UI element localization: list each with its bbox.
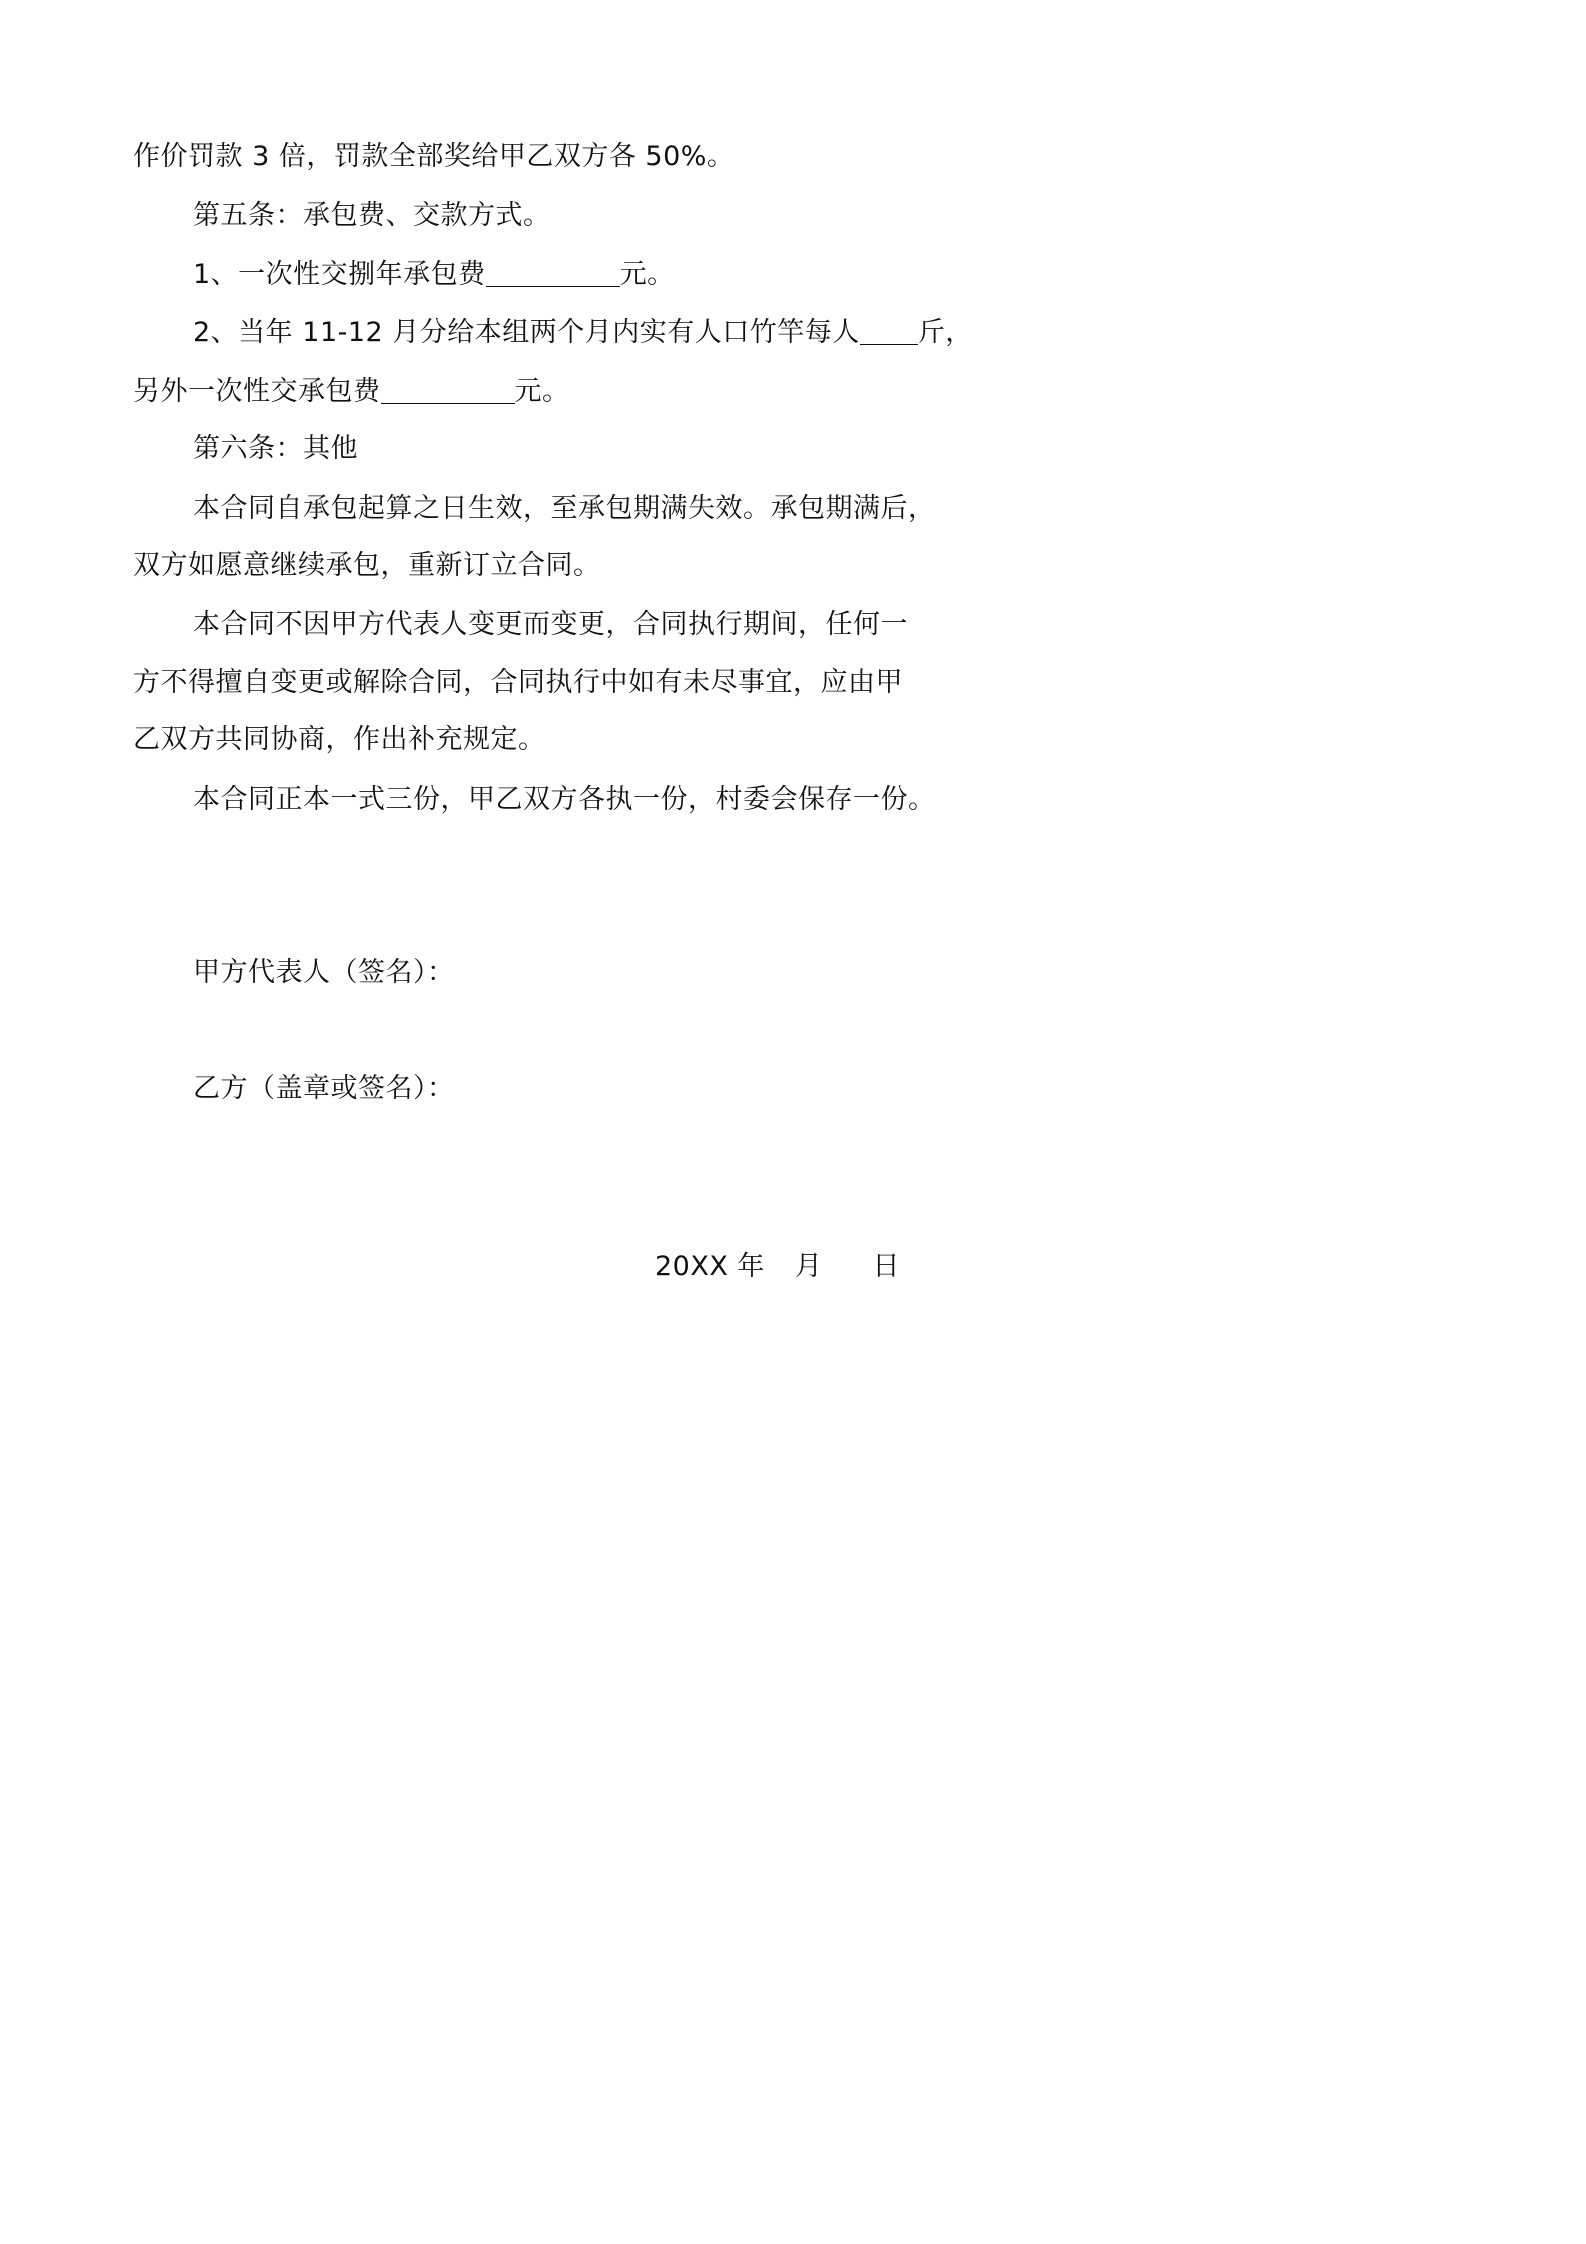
contract-page (0, 0, 1100, 1556)
item2-suffix: 斤， (917, 317, 973, 348)
article6-p2-line1 (193, 605, 908, 645)
paragraph-text: 双方如愿意继续承包，重新订立合同。 (133, 550, 601, 581)
article5-heading (193, 196, 551, 236)
item2-cont-suffix: 元。 (514, 376, 570, 407)
signature-label-text: 甲方代表人（签名）： (193, 957, 455, 988)
item2-cont-prefix: 另外一次性交承包费 (133, 376, 381, 407)
article5-heading-text: 第五条：承包费、交款方式。 (193, 200, 551, 231)
item1-suffix: 元。 (619, 259, 675, 290)
paragraph-text: 方不得擅自变更或解除合同，合同执行中如有未尽事宜，应由甲 (133, 667, 903, 698)
party-b-signature-label (193, 1069, 455, 1109)
paragraph-text: 本合同自承包起算之日生效，至承包期满失效。承包期满后， (193, 493, 936, 524)
clause4-tail-text: 作价罚款 3 倍，罚款全部奖给甲乙双方各 50%。 (133, 141, 735, 172)
paragraph-text: 本合同正本一式三份，甲乙双方各执一份，村委会保存一份。 (193, 784, 936, 815)
signing-date (655, 1247, 900, 1287)
item1-prefix: 1、一次性交捌年承包费 (193, 259, 486, 290)
party-a-signature-label (193, 953, 455, 993)
paragraph-text: 乙双方共同协商，作出补充规定。 (133, 724, 546, 755)
article5-item1 (193, 255, 675, 295)
item2-prefix: 2、当年 11-12 月分给本组两个月内实有人口竹竿每人 (193, 317, 860, 348)
article6-p2-line3 (133, 720, 546, 760)
paragraph-text: 本合同不因甲方代表人变更而变更，合同执行期间，任何一 (193, 609, 908, 640)
quantity-blank-field[interactable] (860, 314, 918, 345)
article6-p3-line1 (193, 780, 936, 820)
clause4-tail (133, 137, 734, 177)
article6-heading-text: 第六条：其他 (193, 433, 358, 464)
article6-p2-line2 (133, 663, 903, 703)
date-month: 月 (794, 1251, 823, 1282)
fee-blank-field[interactable] (486, 256, 620, 287)
date-year: 20XX 年 (655, 1251, 765, 1282)
article6-p1-line2 (133, 546, 601, 586)
article6-p1-line1 (193, 489, 936, 529)
signature-label-text: 乙方（盖章或签名）： (193, 1073, 455, 1104)
date-day: 日 (872, 1251, 900, 1282)
article5-item2-continued (133, 372, 570, 412)
extra-fee-blank-field[interactable] (381, 373, 515, 404)
article5-item2 (193, 313, 973, 353)
article6-heading (193, 429, 358, 469)
